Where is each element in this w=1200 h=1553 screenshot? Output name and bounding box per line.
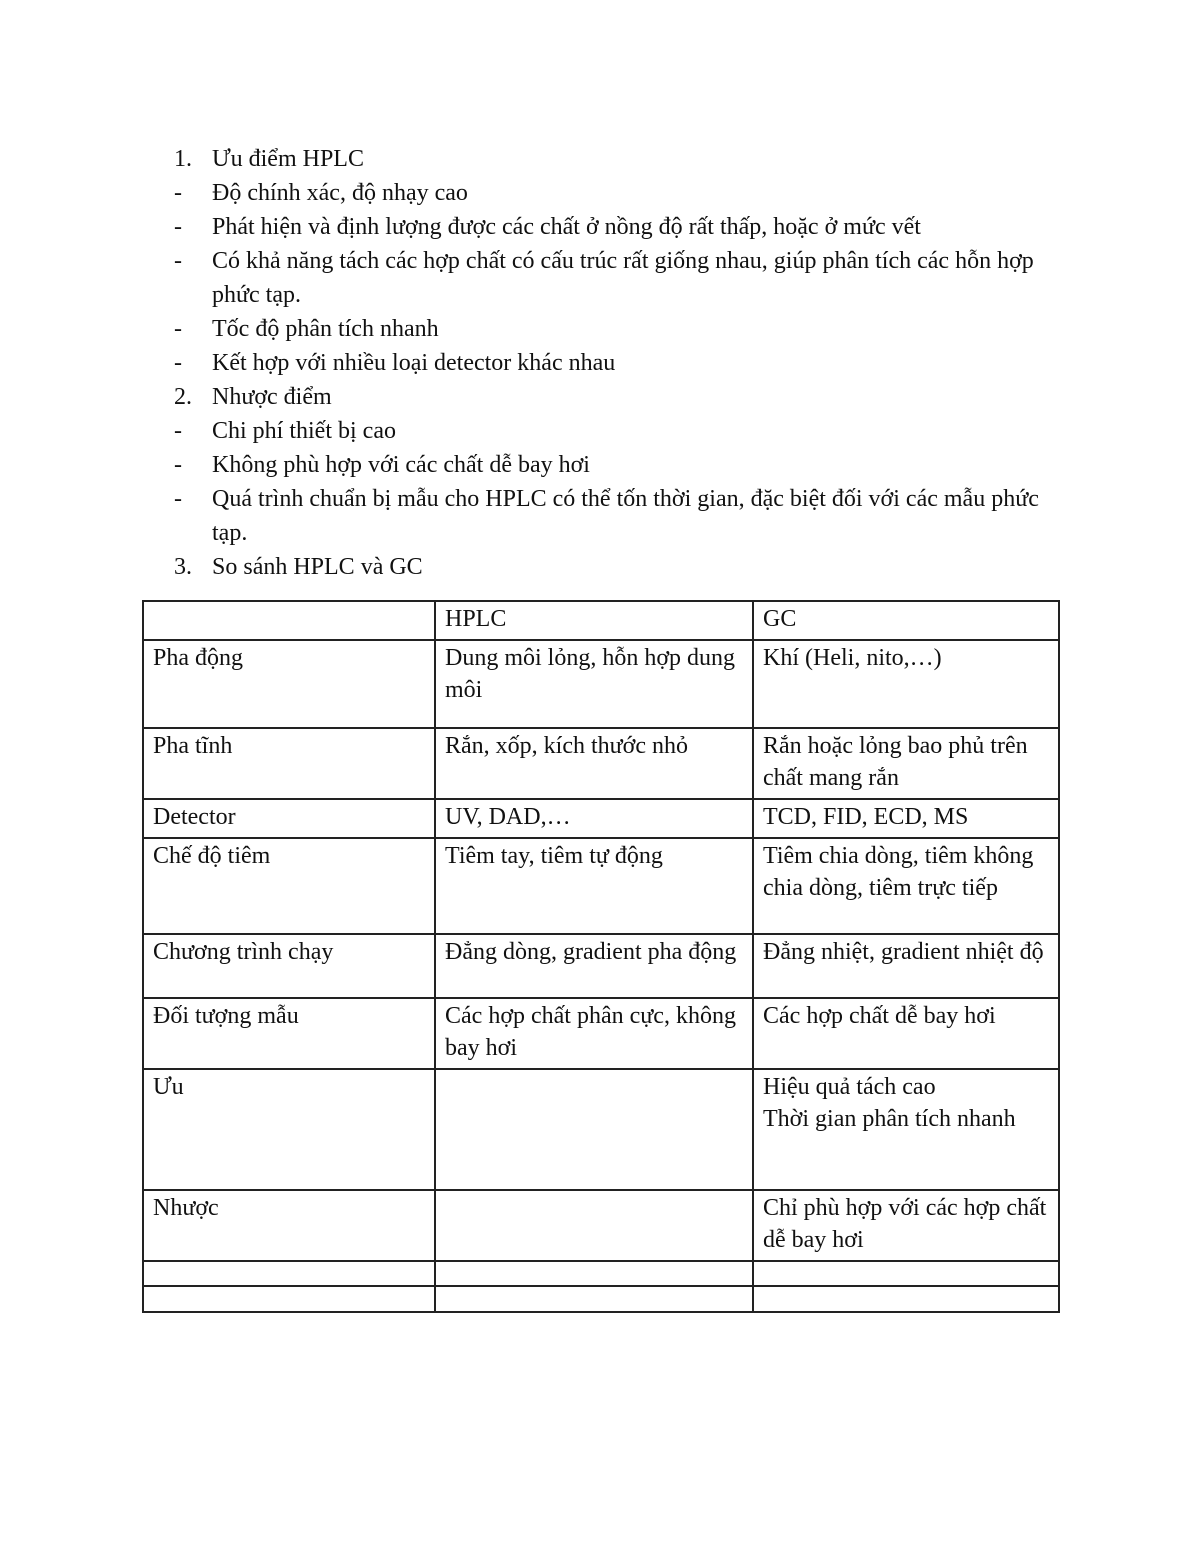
list-item bbox=[172, 312, 1072, 346]
hplc-cell bbox=[435, 1069, 753, 1190]
hplc-cell: Rắn, xốp, kích thước nhỏ bbox=[435, 728, 753, 799]
gc-cell bbox=[753, 1286, 1059, 1312]
list-number: 2. bbox=[174, 384, 192, 410]
list-text: Nhược điểm bbox=[212, 384, 332, 410]
list-text: Phát hiện và định lượng được các chất ở nồng độ rất thấp, hoặc ở mức vết bbox=[212, 214, 921, 240]
table-row bbox=[143, 1190, 1059, 1261]
dash-marker: - bbox=[174, 316, 182, 342]
hplc-cell: Tiêm tay, tiêm tự động bbox=[435, 838, 753, 934]
list-item bbox=[172, 346, 1072, 380]
gc-cell-line: Thời gian phân tích nhanh bbox=[763, 1106, 1016, 1132]
gc-cell bbox=[753, 1261, 1059, 1286]
table-row bbox=[143, 640, 1059, 728]
hplc-cell: Các hợp chất phân cực, không bay hơi bbox=[435, 998, 753, 1069]
list-text: Quá trình chuẩn bị mẫu cho HPLC có thể tốn thời gian, đặc biệt đối với các mẫu phức tạp. bbox=[212, 486, 1039, 546]
list-item bbox=[172, 244, 1072, 312]
gc-cell-line: Hiệu quả tách cao bbox=[763, 1074, 936, 1100]
row-label: Chương trình chạy bbox=[143, 934, 435, 998]
row-label: Đối tượng mẫu bbox=[143, 998, 435, 1069]
hplc-cell bbox=[435, 1190, 753, 1261]
gc-cell: Tiêm chia dòng, tiêm không chia dòng, tiêm trực tiếp bbox=[753, 838, 1059, 934]
dash-marker: - bbox=[174, 248, 182, 274]
hplc-cell: Đẳng dòng, gradient pha động bbox=[435, 934, 753, 998]
hplc-cell: UV, DAD,… bbox=[435, 799, 753, 838]
dash-marker: - bbox=[174, 214, 182, 240]
list-item bbox=[172, 414, 1072, 448]
table-header-row bbox=[143, 601, 1059, 640]
list-text: Độ chính xác, độ nhạy cao bbox=[212, 180, 468, 206]
row-label: Pha tĩnh bbox=[143, 728, 435, 799]
hplc-cell bbox=[435, 1261, 753, 1286]
header-cell-hplc: HPLC bbox=[435, 601, 753, 640]
list-text: Chi phí thiết bị cao bbox=[212, 418, 396, 444]
list-number: 3. bbox=[174, 554, 192, 580]
gc-cell: TCD, FID, ECD, MS bbox=[753, 799, 1059, 838]
table-row bbox=[143, 728, 1059, 799]
table-row-empty bbox=[143, 1286, 1059, 1312]
list-text: Ưu điểm HPLC bbox=[212, 146, 364, 172]
dash-marker: - bbox=[174, 418, 182, 444]
table-row-empty bbox=[143, 1261, 1059, 1286]
list-number: 1. bbox=[174, 146, 192, 172]
list-text: Không phù hợp với các chất dễ bay hơi bbox=[212, 452, 590, 478]
row-label bbox=[143, 1261, 435, 1286]
table-row bbox=[143, 799, 1059, 838]
content-list bbox=[172, 142, 1072, 584]
gc-cell: Khí (Heli, nito,…) bbox=[753, 640, 1059, 728]
hplc-cell: Dung môi lỏng, hỗn hợp dung môi bbox=[435, 640, 753, 728]
row-label: Chế độ tiêm bbox=[143, 838, 435, 934]
list-heading-comparison bbox=[172, 550, 1072, 584]
list-item bbox=[172, 482, 1072, 550]
row-label: Detector bbox=[143, 799, 435, 838]
gc-cell: Đẳng nhiệt, gradient nhiệt độ bbox=[753, 934, 1059, 998]
gc-cell: Rắn hoặc lỏng bao phủ trên chất mang rắn bbox=[753, 728, 1059, 799]
list-text: So sánh HPLC và GC bbox=[212, 554, 423, 580]
list-item bbox=[172, 210, 1072, 244]
list-text: Tốc độ phân tích nhanh bbox=[212, 316, 439, 342]
table-row bbox=[143, 934, 1059, 998]
row-label: Pha động bbox=[143, 640, 435, 728]
header-cell-empty bbox=[143, 601, 435, 640]
gc-cell: Các hợp chất dễ bay hơi bbox=[753, 998, 1059, 1069]
row-label: Nhược bbox=[143, 1190, 435, 1261]
hplc-cell bbox=[435, 1286, 753, 1312]
list-item bbox=[172, 176, 1072, 210]
dash-marker: - bbox=[174, 486, 182, 512]
gc-cell: Chỉ phù hợp với các hợp chất dễ bay hơi bbox=[753, 1190, 1059, 1261]
dash-marker: - bbox=[174, 350, 182, 376]
gc-cell bbox=[753, 1069, 1059, 1190]
list-text: Kết hợp với nhiều loại detector khác nhau bbox=[212, 350, 616, 376]
list-heading-advantages bbox=[172, 142, 1072, 176]
comparison-table bbox=[142, 600, 1060, 1313]
row-label: Ưu bbox=[143, 1069, 435, 1190]
list-item bbox=[172, 448, 1072, 482]
dash-marker: - bbox=[174, 452, 182, 478]
table-row bbox=[143, 998, 1059, 1069]
table-row bbox=[143, 1069, 1059, 1190]
row-label bbox=[143, 1286, 435, 1312]
list-heading-disadvantages bbox=[172, 380, 1072, 414]
header-cell-gc: GC bbox=[753, 601, 1059, 640]
table-row bbox=[143, 838, 1059, 934]
list-text: Có khả năng tách các hợp chất có cấu trúc rất giống nhau, giúp phân tích các hỗn hợp phức tạp. bbox=[212, 248, 1034, 308]
dash-marker: - bbox=[174, 180, 182, 206]
